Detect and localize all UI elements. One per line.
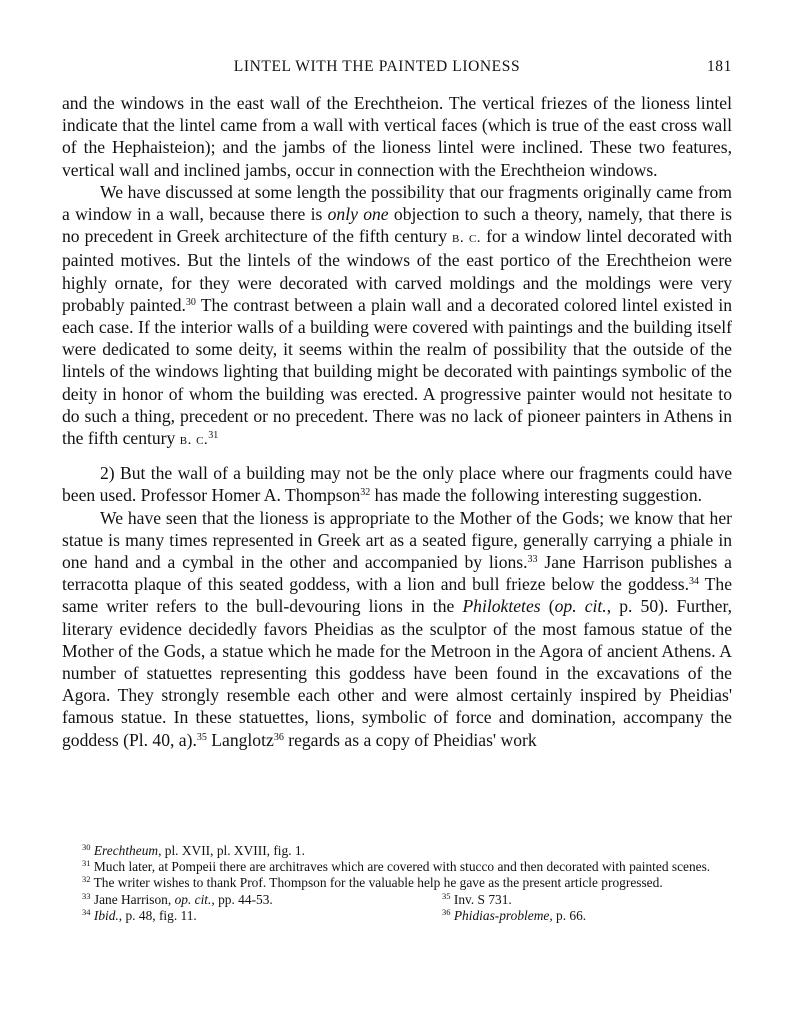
body-text (62, 92, 732, 751)
footnote-row-2 (62, 908, 732, 924)
paragraph-3: 2) But the wall of a building may not be the only place where our fragments could have been used. Professor Homer A. Thompson$^{32}$ has made the following interesting suggestion. (62, 463, 732, 506)
footnote-ref-34: 34 (688, 576, 699, 588)
footnote-ref-32: 32 (360, 487, 371, 499)
page-number: 181 (706, 58, 732, 75)
footnote-ref-33: 33 (527, 554, 538, 566)
paragraph-4: We have seen that the lioness is appropriate to the Mother of the Gods; we know that her statue is many times represented in Greek art as a seated figure, generally carrying a phiale in one hand and a cymbal in the other and accompanied by lions.$^{33}$ Jane Harrison publishes a terracotta plaque of this seated goddess, with a lion and bull frieze below the goddess.$^{34}$ The same writer refers to the bull-devouring lions in the Philoktetes (op. cit., p. 50). Further, literary evidence decidedly favors Pheidias as the sculptor of the most famous statue of the Mother of the Gods, a statue which he made for the Metroon in the Agora of ancient Athens. A number of statuettes representing this goddess have been found in the excavations of the Agora. They strongly resemble each other and were almost certainly inspired by Pheidias' famous statue. In these statuettes, lions, symbolic of force and domination, accompany the goddess (Pl. 40, a).$^{35}$ Langlotz$^{36}$ regards as a copy of Pheidias' work (62, 507, 732, 750)
footnote-ref-31: 31 (208, 430, 219, 442)
footnote-34: $^{34}$ Ibid., p. 48, fig. 11. (82, 906, 197, 923)
footnote-row-1 (62, 892, 732, 908)
footnote-ref-36: 36 (273, 731, 284, 743)
footnotes (62, 843, 732, 924)
running-title: LINTEL WITH THE PAINTED LIONESS (233, 58, 521, 75)
paragraph-1: and the windows in the east wall of the Erechtheion. The vertical friezes of the lioness lintel indicate that the lintel came from a wall with vertical faces (which is true of the east cross wall of the Hephaisteion); and the jambs of the lioness lintel were inclined. These two features, vertical wall and inclined jambs, occur in connection with the Erechtheion windows. (62, 93, 732, 180)
footnote-32: $^{32}$ The writer wishes to thank Prof. Thompson for the valuable help he gave as the present article progressed. (82, 874, 663, 891)
paragraph-2: We have discussed at some length the possibility that our fragments originally came from a window in a wall, because there is only one objection to such a theory, namely, that there is no precedent in Greek architecture of the fifth century b. c. for a window lintel decorated with painted motives. But the lintels of the windows of the east portico of the Erechtheion were highly ornate, for they were decorated with carved moldings and the moldings were very probably painted.$^{30}$ The contrast between a plain wall and a decorated colored lintel existed in each case. If the interior walls of a building were covered with paintings and the building itself were dedicated to some deity, it seems within the realm of possibility that the outside of the lintels of the windows lighting that building might be decorated with paintings symbolic of the deity in honor of whom the building was erected. A progressive painter would not hesitate to do such a thing, precedent or no precedent. There was no lack of pioneer painters in Athens in the fifth century b. c.$^{31}$ (62, 181, 732, 449)
footnote-ref-35: 35 (196, 731, 207, 743)
footnote-36: $^{36}$ Phidias-probleme, p. 66. (442, 906, 587, 923)
page (62, 0, 732, 1024)
footnote-35: $^{35}$ Inv. S 731. (442, 890, 512, 907)
footnote-31: $^{31}$ Much later, at Pompeii there are architraves which are covered with stucco and then decorated with painted scenes. (82, 858, 711, 875)
footnote-30: $^{30}$ Erechtheum, pl. XVII, pl. XVIII, fig. 1. (82, 842, 305, 858)
footnote-33: $^{33}$ Jane Harrison, op. cit., pp. 44-53. (82, 890, 273, 907)
running-header (62, 58, 732, 80)
footnote-ref-30: 30 (185, 296, 196, 308)
